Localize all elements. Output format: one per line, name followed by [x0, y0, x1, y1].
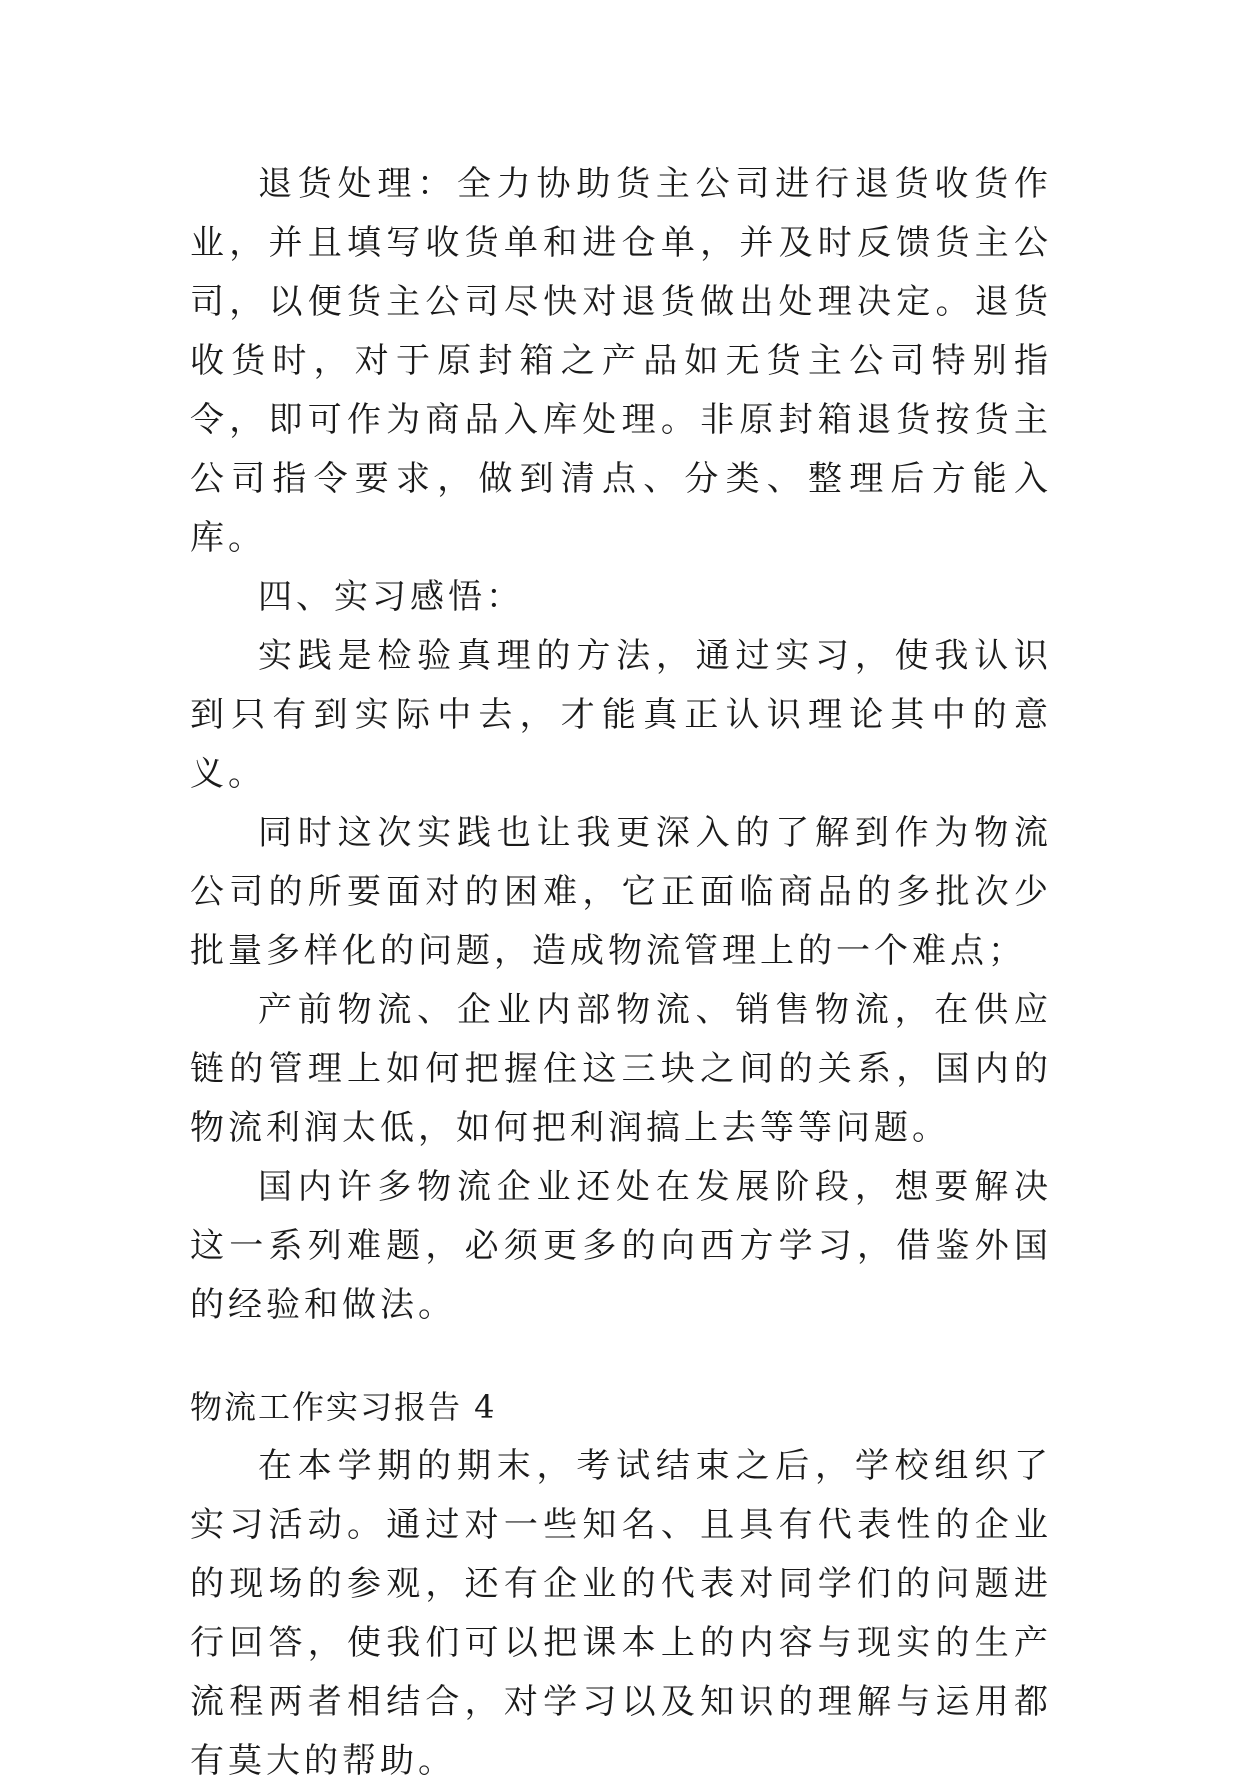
paragraph-logistics-difficulties: 同时这次实践也让我更深入的了解到作为物流公司的所要面对的困难，它正面临商品的多批次少批量多样化的问题，造成物流管理上的一个难点； [190, 813, 1052, 971]
paragraph-return-handling: 退货处理：全力协助货主公司进行退货收货作业，并且填写收货单和进仓单，并及时反馈货主公司，以便货主公司尽快对退货做出处理决定。退货收货时，对于原封箱之产品如无货主公司特别指令，即可作为商品入库处理。非原封箱退货按货主公司指令要求，做到清点、分类、整理后方能入库。 [190, 164, 1052, 558]
paragraph-domestic-logistics: 国内许多物流企业还处在发展阶段，想要解决这一系列难题，必须更多的向西方学习，借鉴外国的经验和做法。 [190, 1167, 1052, 1325]
report-title: 物流工作实习报告 4 [190, 1388, 497, 1426]
section-heading-internship-reflections: 四、实习感悟： [258, 577, 524, 617]
document-body [190, 155, 1052, 1791]
paragraph-semester-internship: 在本学期的期末，考试结束之后，学校组织了实习活动。通过对一些知名、且具有代表性的企业的现场的参观，还有企业的代表对同学们的问题进行回答，使我们可以把课本上的内容与现实的生产流程两者相结合，对学习以及知识的理解与运用都有莫大的帮助。 [190, 1446, 1052, 1781]
paragraph-practice-truth: 实践是检验真理的方法，通过实习，使我认识到只有到实际中去，才能真正认识理论其中的意义。 [190, 636, 1052, 794]
paragraph-supply-chain: 产前物流、企业内部物流、销售物流，在供应链的管理上如何把握住这三块之间的关系，国内的物流利润太低，如何把利润搞上去等等问题。 [190, 990, 1052, 1148]
